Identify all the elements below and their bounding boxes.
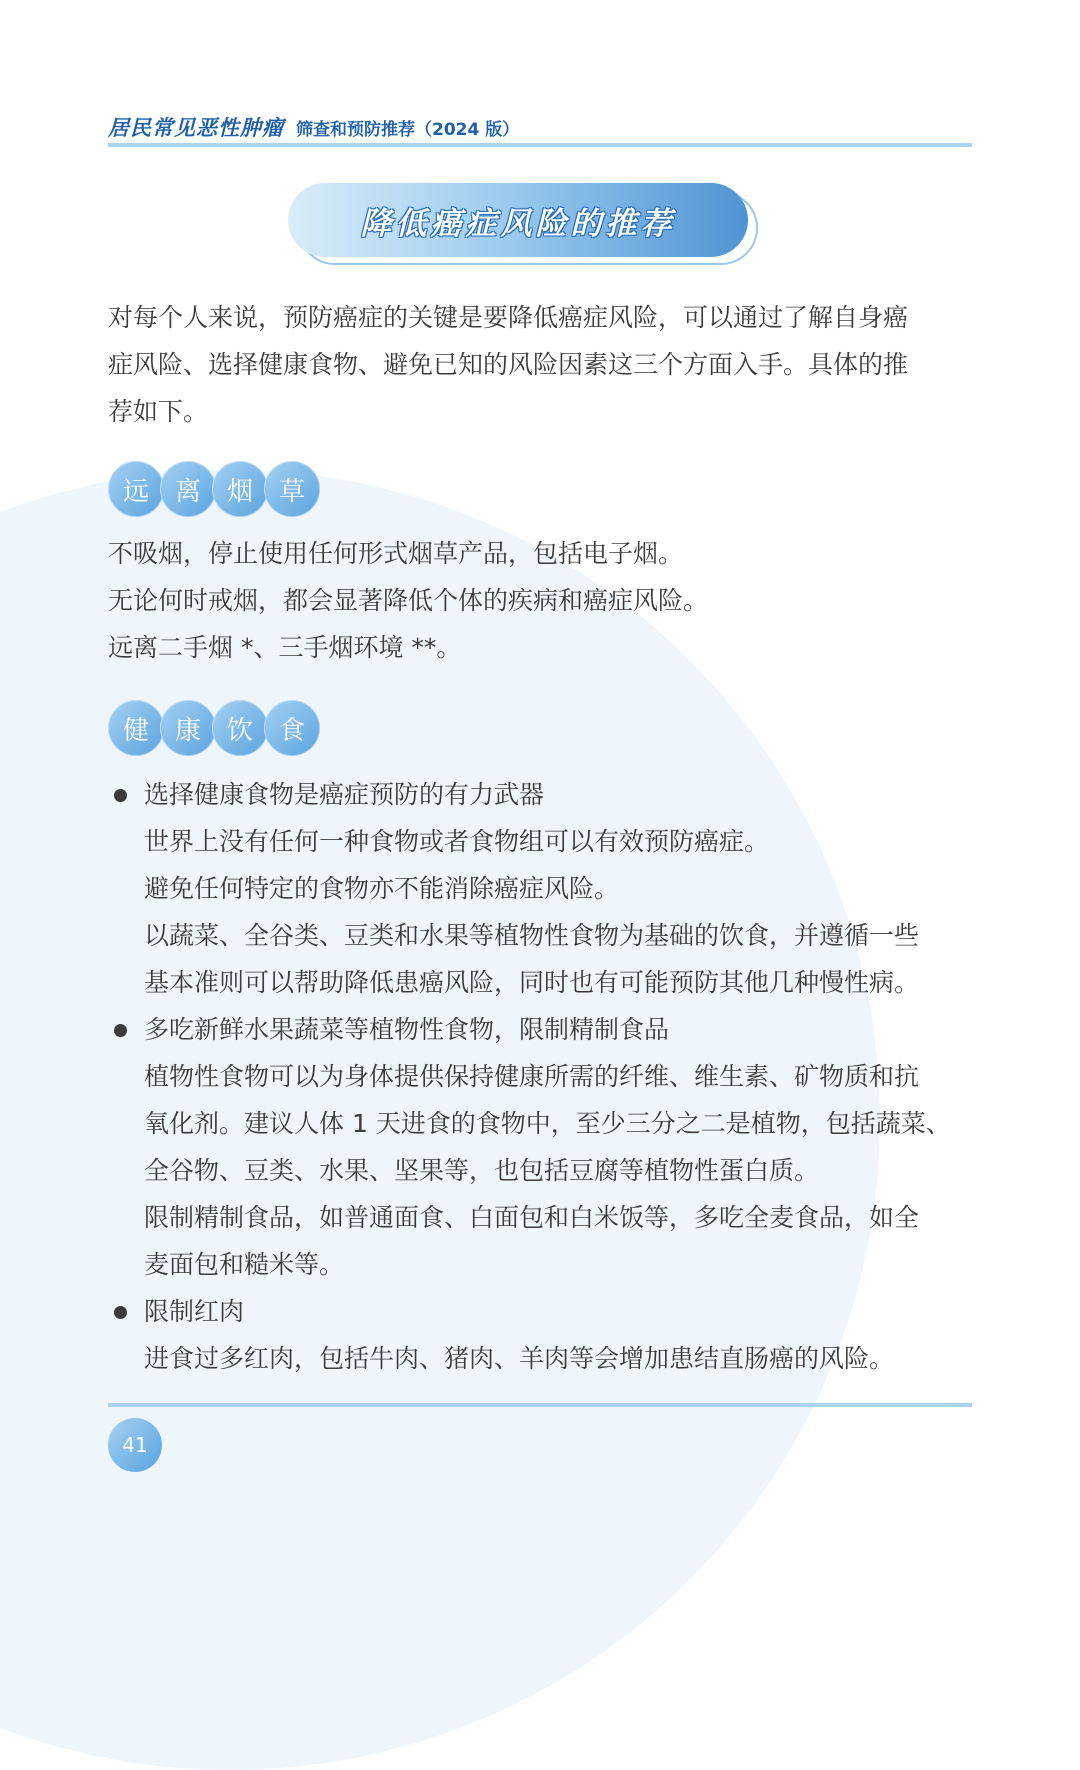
header-subtitle: 筛查和预防推荐（2024 版） [296, 120, 520, 140]
heading-char: 康 [160, 700, 216, 756]
heading-char: 健 [108, 700, 164, 756]
banner-pill [288, 183, 748, 257]
intro-line: 症风险、选择健康食物、避免已知的风险因素这三个方面入手。具体的推 [108, 350, 909, 379]
bullet-line: 以蔬菜、全谷类、豆类和水果等植物性食物为基础的饮食，并遵循一些 [144, 921, 920, 950]
bullet-body [108, 1053, 972, 1288]
bullet-body [108, 1335, 972, 1382]
bullet-line: 避免任何特定的食物亦不能消除癌症风险。 [144, 874, 620, 903]
bullet-line: 基本准则可以帮助降低患癌风险，同时也有可能预防其他几种慢性病。 [144, 968, 920, 997]
diet-bullets [108, 771, 972, 1382]
heading-char: 食 [264, 700, 320, 756]
intro-paragraph [108, 294, 972, 435]
bullet-heading: 多吃新鲜水果蔬菜等植物性食物，限制精制食品 [108, 1006, 972, 1053]
bullet-item [108, 1288, 972, 1382]
bullet-line: 植物性食物可以为身体提供保持健康所需的纤维、维生素、矿物质和抗 [144, 1062, 920, 1091]
intro-line: 荐如下。 [108, 397, 209, 426]
heading-char: 草 [264, 461, 320, 517]
heading-char: 离 [160, 461, 216, 517]
heading-char: 远 [108, 461, 164, 517]
bullet-item [108, 1006, 972, 1288]
bullet-line: 限制精制食品，如普通面食、白面包和白米饭等，多吃全麦食品，如全 [144, 1203, 920, 1232]
bullet-line: 世界上没有任何一种食物或者食物组可以有效预防癌症。 [144, 827, 770, 856]
heading-char: 烟 [212, 461, 268, 517]
bullet-line: 全谷物、豆类、水果、坚果等，也包括豆腐等植物性蛋白质。 [144, 1156, 820, 1185]
section-banner [288, 183, 758, 265]
diet-heading [108, 700, 316, 756]
bullet-line: 氧化剂。建议人体 1 天进食的食物中，至少三分之二是植物，包括蔬菜、 [144, 1109, 951, 1138]
tobacco-line: 远离二手烟 *、三手烟环境 **。 [108, 633, 462, 662]
banner-title: 降低癌症风险的推荐 [360, 205, 676, 242]
bullet-body [108, 818, 972, 1006]
tobacco-line: 不吸烟，停止使用任何形式烟草产品，包括电子烟。 [108, 539, 684, 568]
intro-line: 对每个人来说，预防癌症的关键是要降低癌症风险，可以通过了解自身癌 [108, 303, 909, 332]
running-header [108, 112, 972, 142]
header-title: 居民常见恶性肿瘤 [108, 116, 284, 140]
bullet-heading: 限制红肉 [108, 1288, 972, 1335]
tobacco-line: 无论何时戒烟，都会显著降低个体的疾病和癌症风险。 [108, 586, 709, 615]
bullet-line: 进食过多红肉，包括牛肉、猪肉、羊肉等会增加患结直肠癌的风险。 [144, 1344, 895, 1373]
page-number: 41 [108, 1418, 162, 1472]
footer-divider [108, 1403, 972, 1407]
bullet-line: 麦面包和糙米等。 [144, 1250, 345, 1279]
bullet-heading: 选择健康食物是癌症预防的有力武器 [108, 771, 972, 818]
tobacco-text [108, 530, 972, 671]
tobacco-heading [108, 461, 316, 517]
bullet-item [108, 771, 972, 1006]
heading-char: 饮 [212, 700, 268, 756]
header-divider [108, 143, 972, 147]
